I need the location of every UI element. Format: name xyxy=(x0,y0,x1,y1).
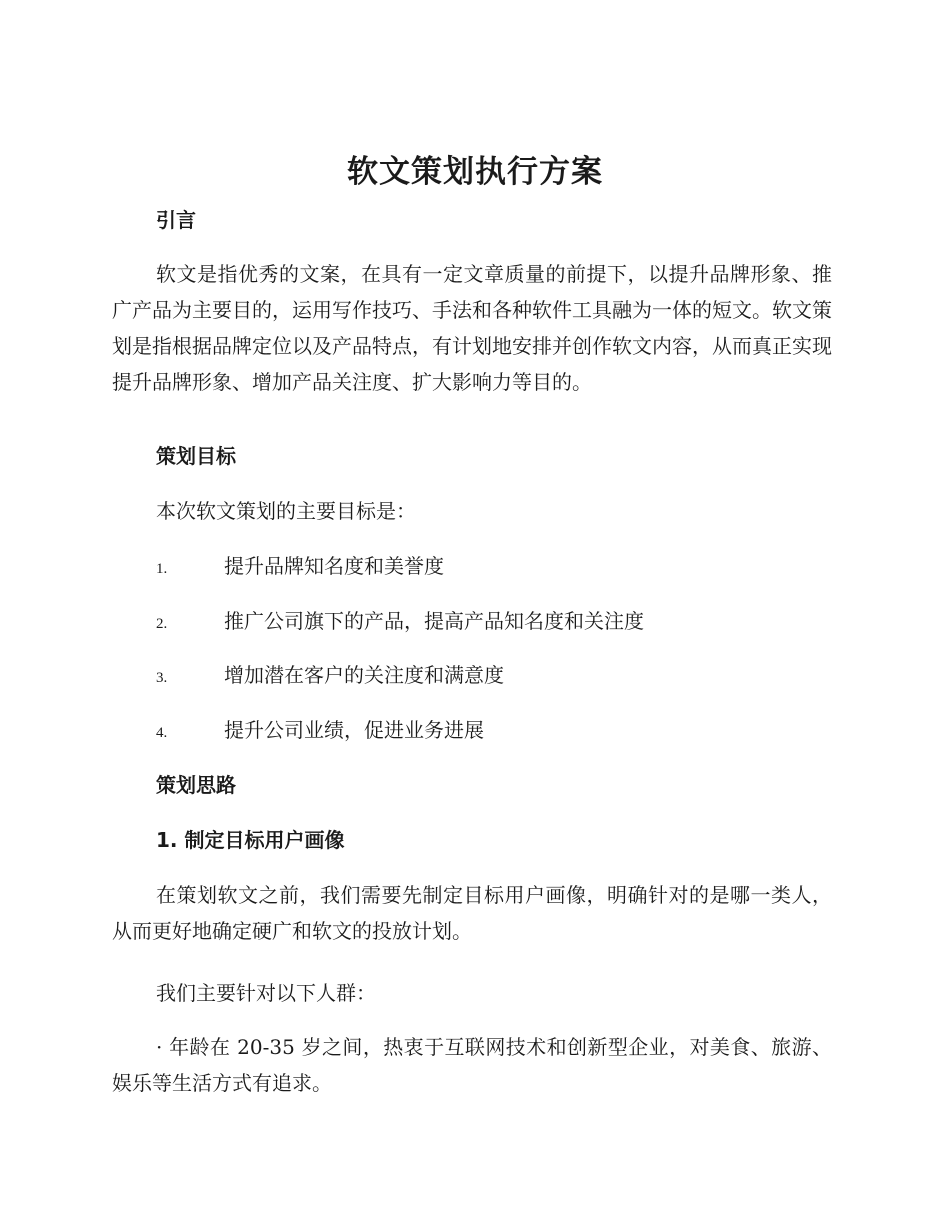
goal-item-text: 提升品牌知名度和美誉度 xyxy=(224,554,444,578)
approach-paragraph-1: 在策划软文之前，我们需要先制定目标用户画像，明确针对的是哪一类人，从而更好地确定硬广和软文的投放计划。 xyxy=(112,883,832,943)
goal-item-3 xyxy=(156,660,504,693)
goal-item-number: 3. xyxy=(156,670,168,686)
goal-item-2 xyxy=(156,606,644,639)
intro-paragraph: 软文是指优秀的文案，在具有一定文章质量的前提下，以提升品牌形象、推广产品为主要目的，运用写作技巧、手法和各种软件工具融为一体的短文。软文策划是指根据品牌定位以及产品特点，有计划地安排并创作软文内容，从而真正实现提升品牌形象、增加产品关注度、扩大影响力等目的。 xyxy=(112,262,832,394)
target-audience-lead: 我们主要针对以下人群： xyxy=(156,981,376,1005)
target-audience-bullet: · 年龄在 20-35 岁之间，热衷于互联网技术和创新型企业，对美食、旅游、娱乐等生活方式有追求。 xyxy=(112,1035,832,1095)
approach-heading: 策划思路 xyxy=(156,773,236,797)
goals-lead: 本次软文策划的主要目标是： xyxy=(156,499,416,523)
goal-item-text: 增加潜在客户的关注度和满意度 xyxy=(224,663,504,687)
goals-heading: 策划目标 xyxy=(156,444,236,468)
goal-item-number: 1. xyxy=(156,561,168,577)
goal-item-number: 2. xyxy=(156,616,168,632)
goal-item-4 xyxy=(156,715,484,748)
goal-item-text: 提升公司业绩，促进业务进展 xyxy=(224,718,484,742)
document-title: 软文策划执行方案 xyxy=(347,154,603,190)
intro-heading: 引言 xyxy=(156,208,196,232)
goal-item-number: 4. xyxy=(156,725,168,741)
goal-item-1 xyxy=(156,551,444,584)
approach-subheading-1: 1. 制定目标用户画像 xyxy=(156,828,345,852)
goal-item-text: 推广公司旗下的产品，提高产品知名度和关注度 xyxy=(224,609,644,633)
